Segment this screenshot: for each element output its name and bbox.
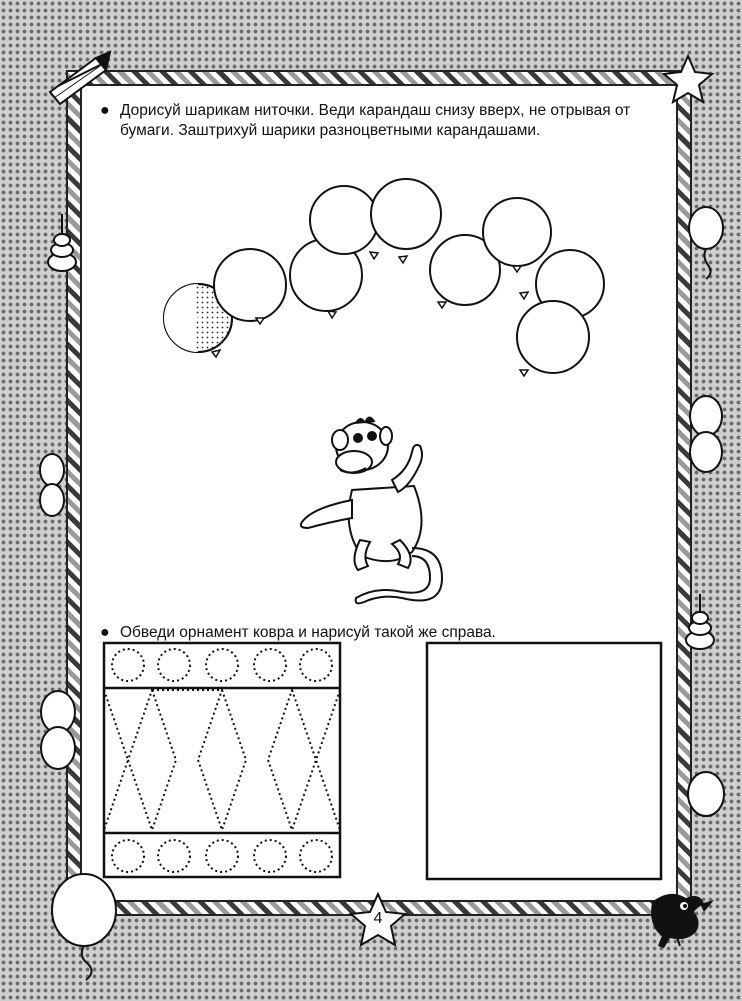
task-carpet-text: Обведи орнамент ковра и нарисуй такой же справа. xyxy=(120,624,496,641)
balloon xyxy=(310,186,378,254)
star-icon xyxy=(664,56,712,102)
balloon xyxy=(517,301,589,373)
drawing-box[interactable] xyxy=(427,643,661,879)
bullet-icon: ● xyxy=(100,102,110,119)
carpet-frame xyxy=(104,643,340,877)
balloon xyxy=(371,179,441,249)
task-balloons-text: Дорисуй шарикам ниточки. Веди карандаш снизу вверх, не отрывая от бумаги. Заштрихуй шарики разноцветными карандашами. xyxy=(120,102,631,139)
pencil-icon xyxy=(50,52,110,104)
bullet-icon: ● xyxy=(100,624,110,641)
page-number: 4 xyxy=(373,910,383,927)
crow-icon xyxy=(651,894,714,948)
balloon xyxy=(214,249,286,321)
monkey-illustration xyxy=(301,417,442,603)
peanut-icon xyxy=(40,454,64,516)
balloons-group xyxy=(164,179,604,373)
balloon xyxy=(483,198,551,266)
carpet-pattern xyxy=(104,643,340,877)
